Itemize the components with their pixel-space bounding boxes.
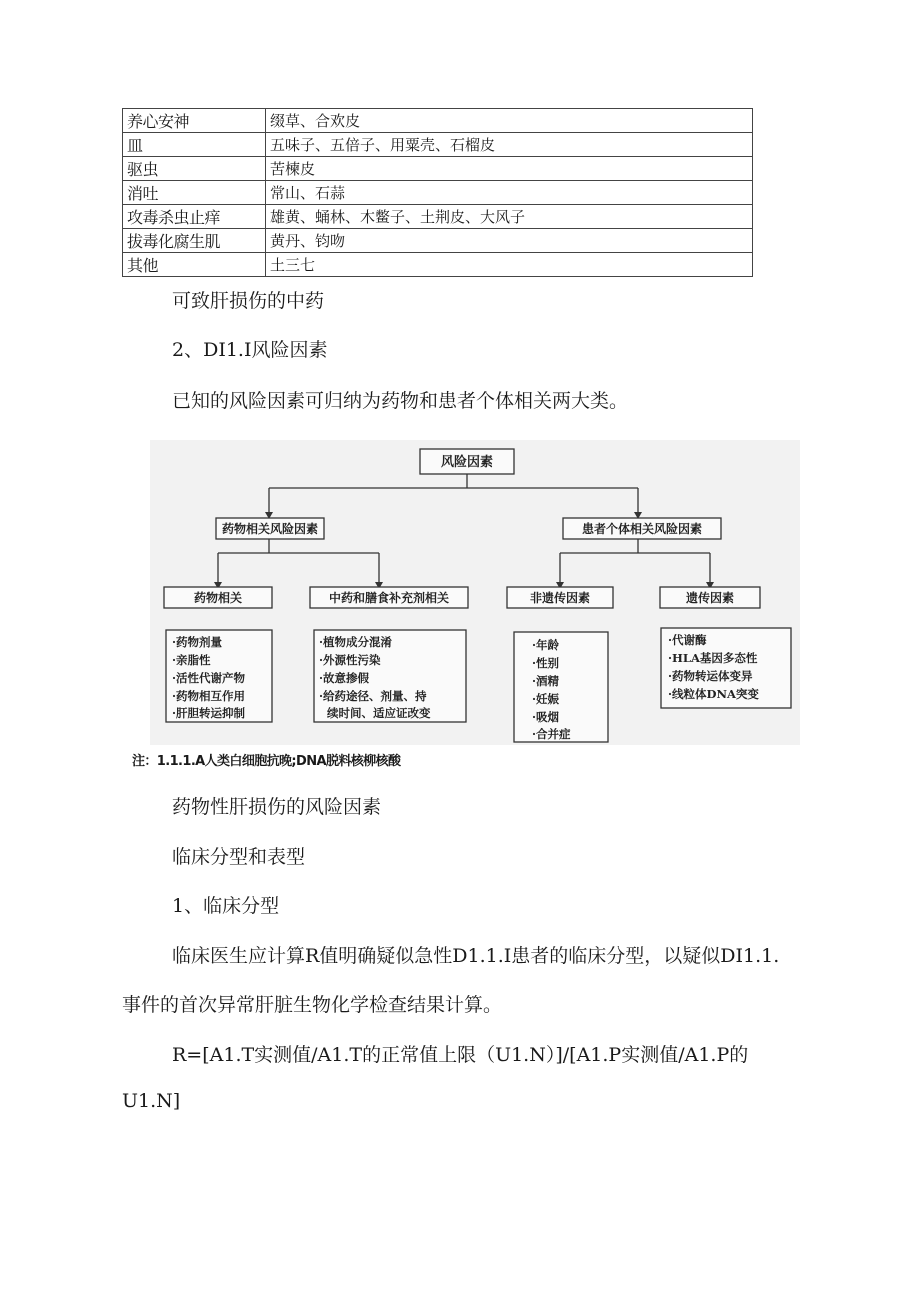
- category-cell: 其他: [123, 253, 266, 277]
- tcm-related-node: 中药和膳食补充剂相关: [328, 591, 450, 605]
- list-item: ·植物成分混淆: [319, 635, 393, 649]
- formula-line: R=[A1.T实测值/A1.T的正常值上限（U1.N）]/[A1.P实测值/A1.P的: [172, 1044, 749, 1066]
- paragraph: 已知的风险因素可归纳为药物和患者个体相关两大类。: [172, 390, 629, 412]
- table-row: [123, 181, 753, 205]
- section-heading: 临床分型和表型: [172, 846, 306, 868]
- subsection-heading: 1、临床分型: [172, 895, 280, 917]
- drug-related-node: 药物相关: [193, 591, 243, 605]
- paragraph-line: 临床医生应计算R值明确疑似急性D1.1.I患者的临床分型，以疑似DI1.1.: [172, 945, 780, 967]
- table-row: [123, 229, 753, 253]
- list-item: ·给药途径、剂量、持: [319, 689, 427, 703]
- category-cell: 攻毒杀虫止痒: [123, 205, 266, 229]
- list-item: ·外源性污染: [319, 653, 381, 667]
- drug-factors-node: 药物相关风险因素: [221, 522, 319, 536]
- patient-factors-node: 患者个体相关风险因素: [581, 522, 703, 536]
- list-item: ·线粒体DNA突变: [668, 687, 759, 701]
- formula-line: U1.N]: [122, 1090, 181, 1112]
- category-cell: 皿: [123, 133, 266, 157]
- herbs-cell: 土三七: [266, 253, 753, 277]
- table-row: [123, 109, 753, 133]
- table-row: [123, 157, 753, 181]
- table-row: [123, 253, 753, 277]
- list-item: ·亲脂性: [172, 653, 211, 667]
- herbs-cell: 雄黄、蛹林、木鳖子、土荆皮、大风子: [266, 205, 753, 229]
- list-item: ·药物相互作用: [172, 689, 246, 703]
- list-item: ·药物剂量: [172, 635, 223, 649]
- root-node: 风险因素: [440, 455, 494, 470]
- herbs-cell: 黄丹、钧吻: [266, 229, 753, 253]
- list-item: ·性别: [532, 656, 560, 670]
- figure-note: 注：1.1.1.A人类白细胞抗晚;DNA脱料核柳核酸: [132, 754, 401, 769]
- section-heading: 2、DI1.I风险因素: [172, 339, 328, 361]
- list-item: ·代谢酶: [668, 633, 707, 647]
- category-cell: 养心安神: [123, 109, 266, 133]
- category-cell: 消吐: [123, 181, 266, 205]
- herbs-cell: 缀草、合欢皮: [266, 109, 753, 133]
- table-caption: 可致肝损伤的中药: [172, 290, 325, 312]
- list-item: ·HLA基因多态性: [668, 651, 758, 665]
- herbs-cell: 苦楝皮: [266, 157, 753, 181]
- table-row: [123, 133, 753, 157]
- nongenetic-node: 非遗传因素: [529, 591, 591, 605]
- table-row: [123, 205, 753, 229]
- list-item: ·年龄: [532, 638, 560, 652]
- risk-factor-diagram: [150, 440, 800, 745]
- category-cell: 拔毒化腐生肌: [123, 229, 266, 253]
- list-item: ·故意掺假: [319, 671, 370, 685]
- list-item: ·肝胆转运抑制: [172, 706, 246, 720]
- figure-caption: 药物性肝损伤的风险因素: [172, 796, 382, 818]
- herbs-cell: 常山、石蒜: [266, 181, 753, 205]
- list-item: ·吸烟: [532, 710, 560, 724]
- list-item: ·合并症: [532, 727, 571, 741]
- category-cell: 驱虫: [123, 157, 266, 181]
- herbs-cell: 五味子、五倍子、用粟壳、石榴皮: [266, 133, 753, 157]
- herb-table: [122, 108, 753, 277]
- list-item: ·活性代谢产物: [172, 671, 246, 685]
- list-item: ·妊娠: [532, 692, 560, 706]
- list-item: 续时间、适应证改变: [327, 706, 431, 720]
- paragraph-line: 事件的首次异常肝脏生物化学检查结果计算。: [122, 994, 503, 1016]
- genetic-node: 遗传因素: [685, 591, 735, 605]
- list-item: ·酒精: [532, 674, 560, 688]
- list-item: ·药物转运体变异: [668, 669, 753, 683]
